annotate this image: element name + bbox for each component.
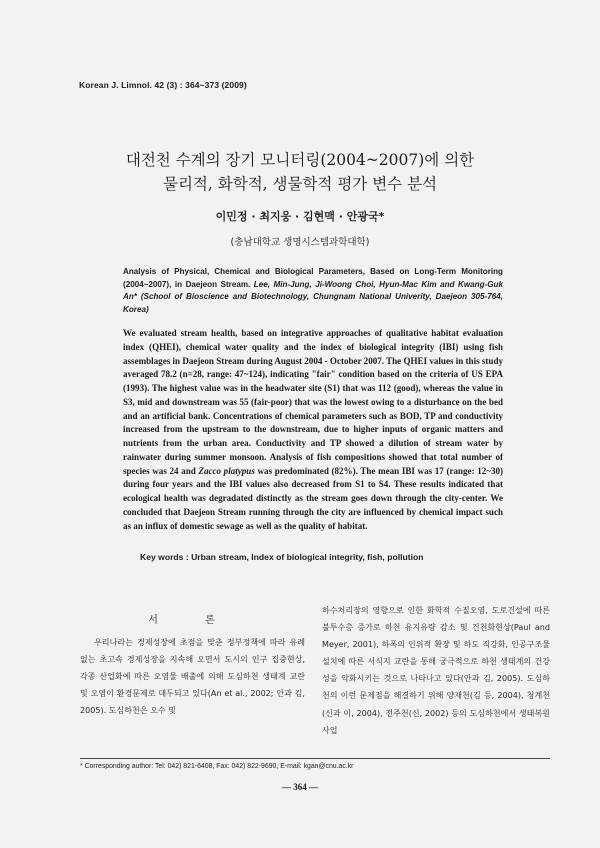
- title-line-2: 물리적, 화학적, 생물학적 평가 변수 분석: [162, 175, 438, 193]
- page-number: — 364 —: [282, 782, 318, 792]
- english-authors-affiliation: Lee, Min-Jung, Ji-Woong Choi, Hyun-Mac Kim and Kwang-Guk An* (School of Bioscience and Biotechnology, Chungnam National Univerity, Daejeon 305-764, Korea): [123, 279, 503, 314]
- corresponding-author-footnote: * Corresponding author: Tel: 042) 821-6408, Fax: 042) 822-9690, E-mail: kgan@cnu.ac.kr: [80, 763, 354, 770]
- article-title-korean: [60, 148, 540, 196]
- affiliation-korean: (충남대학교 생명시스템과학대학): [230, 237, 370, 248]
- abstract: [123, 327, 503, 533]
- abstract-text-1: We evaluated stream health, based on integrative approaches of qualitative habitat evaluation index (QHEI), chemical water quality and the index of biological integrity (IBI) using fish assemblages in Daejeon Stream during August 2004 - October 2007. The QHEI values in this study averaged 78.2 (n=28, range: 47~124), indicating "fair" condition based on the criteria of US EPA (1993). The highest value was in the headwater site (S1) that was 112 (good), whereas the value in S3, mid and downstream was 55 (fair-poor) that was the lowest owing to a disturbance on the bed and an artificial bank. Concentrations of chemical parameters such as BOD, TP and conductivity increased from the upstream to the downstream, due to higher inputs of organic matters and nutrients from the urban area. Conductivity and TP showed a dilution of stream water by rainwater during summer monsoon. Analysis of fish compositions showed that total number of species was 24 and: [123, 328, 504, 476]
- journal-reference: Korean J. Limnol. 42 (3) : 364~373 (2009): [79, 80, 247, 90]
- footnote-divider: [80, 758, 550, 759]
- intro-column-right: [322, 602, 550, 739]
- author-list-korean: 이민정 · 최지웅 · 김현맥 · 안광국*: [215, 210, 385, 223]
- english-title: Analysis of Physical, Chemical and Biological Parameters, Based on Long-Term Monitoring (2004~2007), in Daejeon Stream.: [123, 267, 503, 289]
- english-title-block: [123, 266, 503, 316]
- intro-paragraph-right: 하수처리장의 영향으로 인한 화학적 수질오염, 도로건설에 따른 불투수층 증가로 하천 유지유량 감소 및 건천화현상(Paul and Meyer, 2001), 하폭의 인위적 확장 및 하도 직강화, 인공구조물 설치에 따른 서식지 교란을 통해 궁극적으로 하천 생태계의 건강성을 악화시키는 것으로 나타나고 있다(안과 김, 2005). 도심하천의 이런 문제점을 해결하기 위해 양재천(김 등, 2004), 청계천(신과 이, 2004), 전주천(신, 2002) 등의 도심하천에서 생태복원사업: [322, 606, 550, 735]
- intro-paragraph-left: 우리나라는 경제성장에 초점을 맞춘 정부정책에 따라 유례 없는 초고속 경제성장을 지속해 오면서 도시의 인구 집중현상, 각종 산업화에 따른 오염물 배출에 의해 도심하천 생태계 교란 및 오염이 환경문제로 대두되고 있다(An et al., 2002; 안과 김, 2005). 도심하천은 오수 및: [80, 638, 305, 716]
- section-heading-introduction: 서 론: [148, 615, 237, 626]
- intro-column-left: [80, 634, 305, 719]
- abstract-species-name: Zacco platypus: [198, 465, 255, 476]
- abstract-paragraph: [123, 327, 503, 533]
- title-line-1: 대전천 수계의 장기 모니터링(2004~2007)에 의한: [125, 151, 475, 169]
- keywords: Key words : Urban stream, Index of biological integrity, fish, pollution: [140, 552, 424, 562]
- abstract-text-2: was predominated (82%). The mean IBI was 17 (range: 12~30) during four years and the IBI values also decreased from S1 to S4. These results indicated that ecological health was degradated distinctly as the stream goes down through the city-center. We concluded that Daejeon Stream running through the city are influenced by chemical impact such as an influx of domestic sewage as well as the quality of habitat.: [123, 465, 504, 531]
